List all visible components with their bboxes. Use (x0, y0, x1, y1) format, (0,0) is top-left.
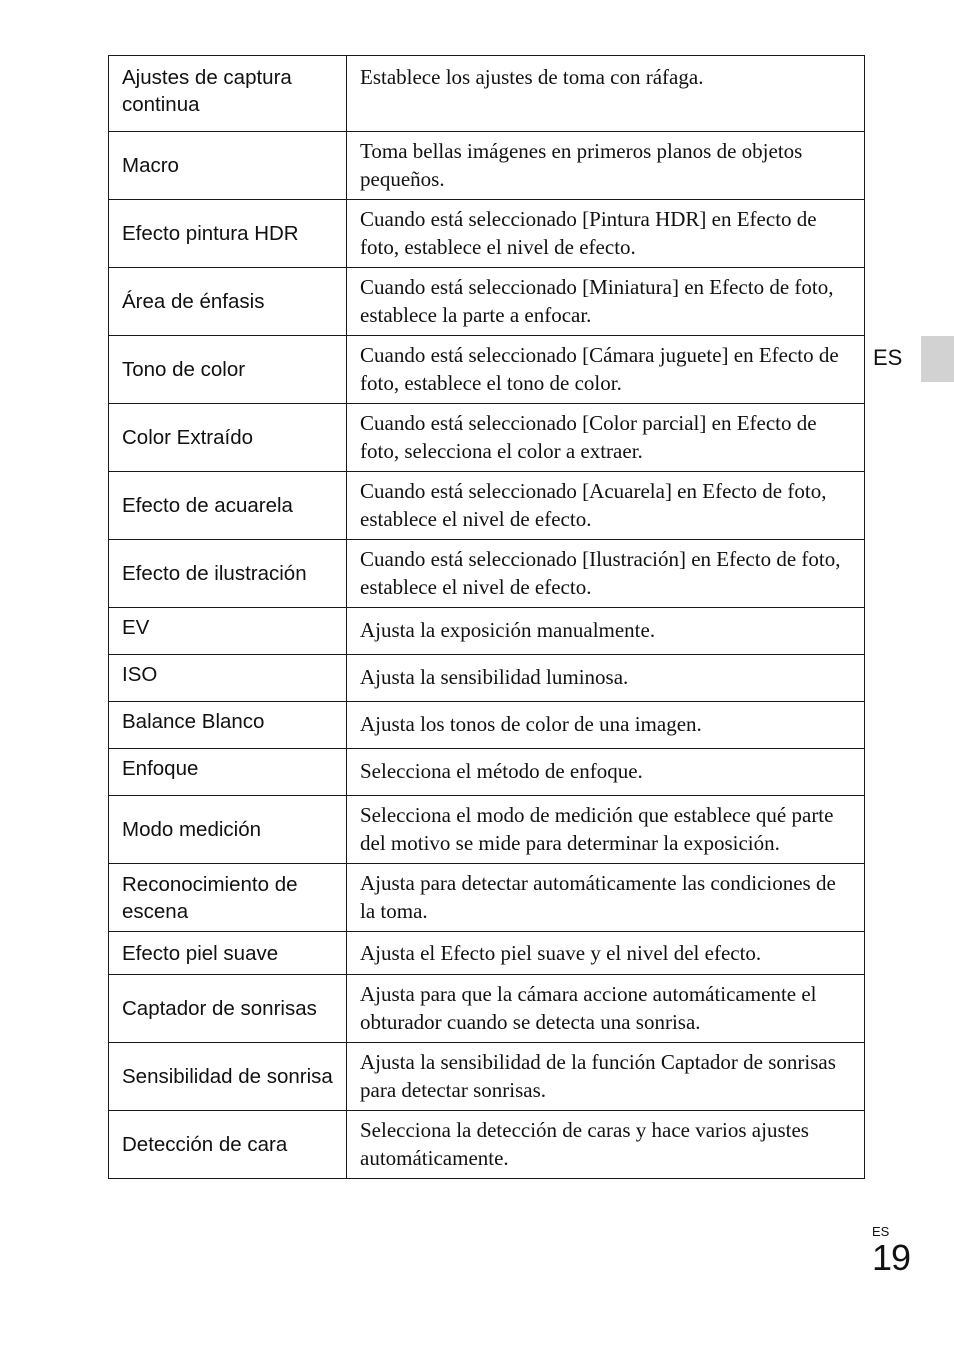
setting-description: Ajusta los tonos de color de una imagen. (347, 702, 865, 749)
setting-description: Cuando está seleccionado [Ilustración] en Efecto de foto, establece el nivel de efecto. (347, 540, 865, 608)
setting-description: Cuando está seleccionado [Pintura HDR] en Efecto de foto, establece el nivel de efecto. (347, 200, 865, 268)
setting-name: Balance Blanco (109, 702, 347, 749)
table-row (109, 336, 865, 404)
setting-description: Ajusta la exposición manualmente. (347, 608, 865, 655)
setting-description: Selecciona el modo de medición que establece qué parte del motivo se mide para determinar la exposición. (347, 796, 865, 864)
table-row (109, 540, 865, 608)
setting-name: Enfoque (109, 749, 347, 796)
setting-description: Ajusta para que la cámara accione automáticamente el obturador cuando se detecta una sonrisa. (347, 975, 865, 1043)
setting-name: Captador de sonrisas (109, 975, 347, 1043)
table-row (109, 702, 865, 749)
setting-name: Sensibilidad de sonrisa (109, 1043, 347, 1111)
table-row (109, 472, 865, 540)
table-row (109, 404, 865, 472)
table-row (109, 1043, 865, 1111)
setting-description: Ajusta el Efecto piel suave y el nivel del efecto. (347, 932, 865, 975)
setting-name: Efecto pintura HDR (109, 200, 347, 268)
table-row (109, 200, 865, 268)
table-row (109, 975, 865, 1043)
setting-name: Tono de color (109, 336, 347, 404)
language-side-tab (921, 336, 954, 382)
setting-name: Modo medición (109, 796, 347, 864)
setting-name: Efecto piel suave (109, 932, 347, 975)
setting-description: Cuando está seleccionado [Color parcial] en Efecto de foto, selecciona el color a extraer. (347, 404, 865, 472)
table-row (109, 608, 865, 655)
table-row (109, 932, 865, 975)
table-row (109, 1111, 865, 1179)
setting-name: ISO (109, 655, 347, 702)
table-row (109, 796, 865, 864)
setting-description: Cuando está seleccionado [Acuarela] en Efecto de foto, establece el nivel de efecto. (347, 472, 865, 540)
setting-name: Efecto de acuarela (109, 472, 347, 540)
setting-name: Área de énfasis (109, 268, 347, 336)
footer-language-label: ES (872, 1224, 890, 1239)
setting-description: Ajusta la sensibilidad luminosa. (347, 655, 865, 702)
setting-name: Ajustes de captura continua (109, 56, 347, 132)
setting-description: Ajusta para detectar automáticamente las condiciones de la toma. (347, 864, 865, 932)
setting-description: Selecciona la detección de caras y hace varios ajustes automáticamente. (347, 1111, 865, 1179)
setting-description: Establece los ajustes de toma con ráfaga. (347, 56, 865, 132)
setting-description: Selecciona el método de enfoque. (347, 749, 865, 796)
setting-name: Detección de cara (109, 1111, 347, 1179)
setting-description: Toma bellas imágenes en primeros planos de objetos pequeños. (347, 132, 865, 200)
setting-name: Efecto de ilustración (109, 540, 347, 608)
setting-description: Ajusta la sensibilidad de la función Captador de sonrisas para detectar sonrisas. (347, 1043, 865, 1111)
setting-name: Reconocimiento de escena (109, 864, 347, 932)
table-row (109, 56, 865, 132)
table-row (109, 655, 865, 702)
table-row (109, 864, 865, 932)
setting-name: EV (109, 608, 347, 655)
side-language-label: ES (873, 345, 903, 370)
setting-name: Color Extraído (109, 404, 347, 472)
setting-description: Cuando está seleccionado [Cámara juguete] en Efecto de foto, establece el tono de color. (347, 336, 865, 404)
settings-table (108, 55, 865, 1179)
table-row (109, 268, 865, 336)
setting-name: Macro (109, 132, 347, 200)
setting-description: Cuando está seleccionado [Miniatura] en Efecto de foto, establece la parte a enfocar. (347, 268, 865, 336)
table-row (109, 132, 865, 200)
page-number: 19 (872, 1237, 911, 1278)
table-row (109, 749, 865, 796)
